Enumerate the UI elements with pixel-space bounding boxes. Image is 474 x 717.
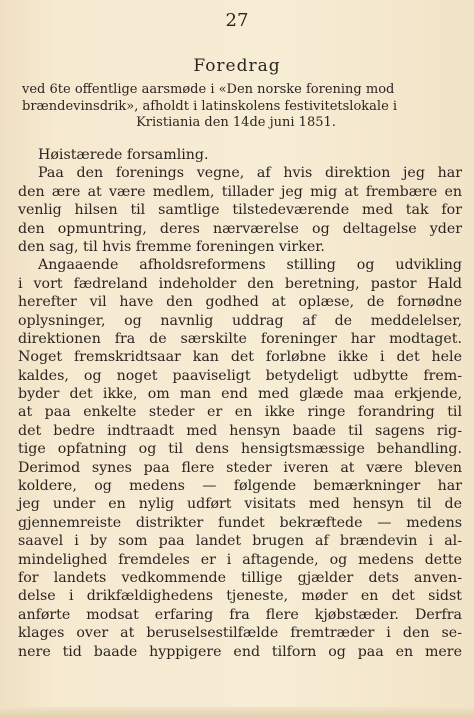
text-line: venlig hilsen til samtlige tilstedeværende med tak for xyxy=(18,202,462,219)
text-line: jeg under en nylig udført visitats med hensyn til de xyxy=(18,496,462,513)
text-line: nere tid baade hyppigere end tilforn og paa en mere xyxy=(18,643,462,660)
body-text xyxy=(18,146,462,661)
text-line: mindelighed fremdeles er i aftagende, og medens dette xyxy=(18,551,462,568)
text-line: Paa den forenings vegne, af hvis direktion jeg har xyxy=(38,165,462,182)
text-line: delse i drikfældighedens tjeneste, møder en det sidst xyxy=(18,588,462,605)
text-line: kaldes, og noget paaviseligt betydeligt udbytte frem- xyxy=(18,367,462,384)
text-line: saavel i by som paa landet brugen af brændevin i al- xyxy=(18,533,462,550)
text-line: i vort fædreland indeholder den beretning, pastor Hald xyxy=(18,275,462,292)
text-line: det bedre indtraadt med hensyn baade til sagens rig- xyxy=(18,422,462,439)
text-line: Angaaende afholdsreformens stilling og udvikling xyxy=(38,257,462,274)
text-line: den sag, til hvis fremme foreningen virker. xyxy=(18,238,325,255)
text-line: den ære at være medlem, tillader jeg mig at frembære en xyxy=(18,183,462,200)
text-line: tige opfatning og til dens hensigtsmæssige behandling. xyxy=(18,441,462,458)
text-line: Noget fremskridtsaar kan det forløbne ikke i det hele xyxy=(18,349,462,366)
text-line: at paa enkelte steder er en ikke ringe forandring til xyxy=(18,404,462,421)
text-line: den opmuntring, deres nærværelse og deltagelse yder xyxy=(18,220,462,237)
subtitle xyxy=(22,82,450,132)
subtitle-line: brændevinsdrik», afholdt i latinskolens festivitetslokale i xyxy=(22,98,398,114)
text-line: koldere, og medens — følgende bemærkninger har xyxy=(18,478,462,495)
subtitle-line: ved 6te offentlige aarsmøde i «Den norske forening mod xyxy=(22,82,395,97)
text-line: Derimod synes paa flere steder iveren at være bleven xyxy=(18,459,462,476)
text-line: oplysninger, og navnlig uddrag af de meddelelser, xyxy=(18,312,462,329)
text-line: anførte modsat erfaring fra flere kjøbstæder. Derfra xyxy=(18,606,462,623)
page-number: 27 xyxy=(225,10,249,31)
text-line: for landets vedkommende tillige gjælder dets anven- xyxy=(18,569,462,586)
text-line: gjennemreiste distrikter fundet bekræftede — medens xyxy=(18,514,462,531)
text-line: herefter vil have den godhed at oplæse, de fornødne xyxy=(18,294,462,311)
page-title: Foredrag xyxy=(193,56,281,76)
text-line: Høistærede forsamling. xyxy=(38,147,209,163)
text-line: byder det ikke, om man end med glæde maa erkjende, xyxy=(18,386,462,403)
text-line: direktionen fra de særskilte foreninger har modtaget. xyxy=(18,330,462,347)
subtitle-line: Kristiania den 14de juni 1851. xyxy=(136,115,336,130)
page-bottom-edge xyxy=(0,707,474,717)
text-line: klages over at beruselsestilfælde fremtræder i den se- xyxy=(18,625,462,642)
